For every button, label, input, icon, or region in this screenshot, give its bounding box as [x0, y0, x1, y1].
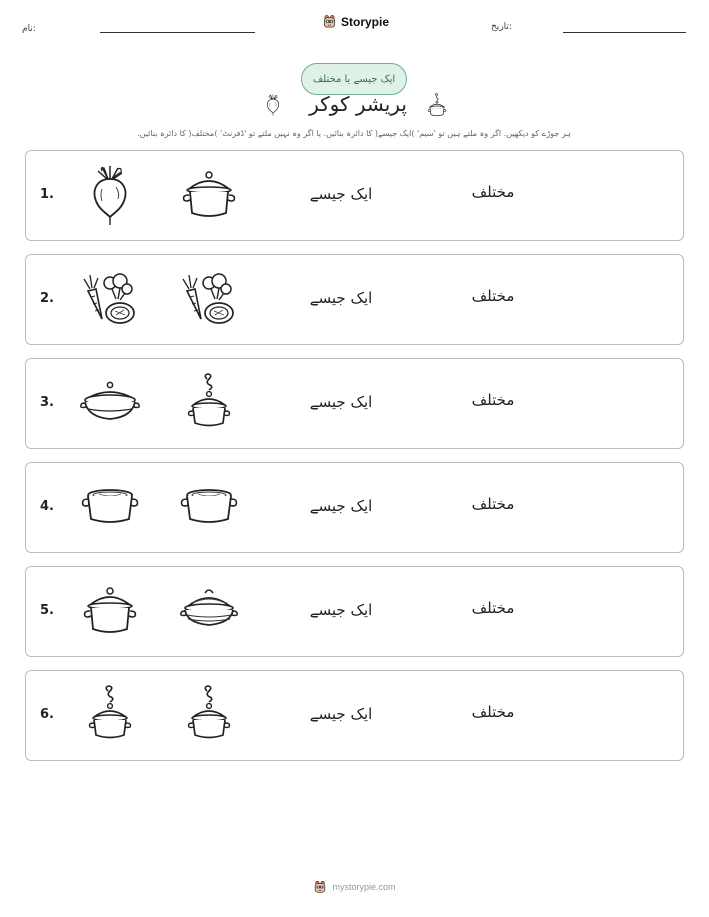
row-number: 5.: [40, 603, 54, 618]
exercise-row: [25, 566, 684, 657]
same-option[interactable]: ایک جیسے: [309, 393, 373, 411]
page-header: [0, 12, 709, 42]
radish-icon: [262, 90, 284, 120]
different-option[interactable]: مختلف: [471, 703, 515, 721]
topic-badge: ایک جیسے یا مختلف: [301, 63, 407, 95]
storypie-logo-icon: [322, 14, 337, 29]
different-option[interactable]: مختلف: [471, 183, 515, 201]
row-number: 6.: [40, 707, 54, 722]
pot-lid-icon: [179, 165, 239, 225]
same-option[interactable]: ایک جیسے: [309, 185, 373, 203]
exercise-row: [25, 358, 684, 449]
different-option[interactable]: مختلف: [471, 495, 515, 513]
open-pot-icon: [80, 477, 140, 537]
different-option[interactable]: مختلف: [471, 599, 515, 617]
date-label: تاریخ:: [491, 22, 512, 32]
different-option[interactable]: مختلف: [471, 287, 515, 305]
same-option[interactable]: ایک جیسے: [309, 497, 373, 515]
storypie-logo-icon: [313, 880, 327, 894]
exercise-row: [25, 670, 684, 761]
footer: [0, 880, 709, 894]
exercise-row: [25, 150, 684, 241]
vegetables-icon: [179, 269, 239, 329]
row-number: 2.: [40, 291, 54, 306]
row-number: 4.: [40, 499, 54, 514]
footer-url: mystorypie.com: [332, 882, 396, 892]
row-number: 3.: [40, 395, 54, 410]
pot-lid-icon: [80, 581, 140, 641]
brand: [322, 14, 389, 29]
date-write-line: [563, 32, 686, 33]
name-write-line: [100, 32, 255, 33]
wide-pot-icon: [80, 373, 140, 433]
exercise-row: [25, 462, 684, 553]
same-option[interactable]: ایک جیسے: [309, 601, 373, 619]
name-label: نام:: [22, 24, 36, 34]
radish-icon: [80, 165, 140, 225]
steaming-cooker-icon: [179, 373, 239, 433]
wide-lidded-pot-icon: [179, 581, 239, 641]
brand-name: Storypie: [341, 14, 390, 29]
vegetables-icon: [80, 269, 140, 329]
page-title: پریشر کوکر: [309, 92, 407, 116]
steaming-cooker-icon: [424, 92, 450, 120]
title-area: [0, 90, 709, 126]
row-number: 1.: [40, 187, 54, 202]
exercise-row: [25, 254, 684, 345]
open-pot-icon: [179, 477, 239, 537]
same-option[interactable]: ایک جیسے: [309, 289, 373, 307]
steaming-cooker-icon: [80, 685, 140, 745]
instructions: ہر جوڑے کو دیکھیں. اگر وہ ملتے ہیں تو 'سیم' )ایک جیسے( کا دائرہ بنائیں. یا اگر وہ نہیں ملتے تو 'ڈفرنٹ' )مختلف( کا دائرہ بنائیں.: [137, 129, 571, 138]
different-option[interactable]: مختلف: [471, 391, 515, 409]
same-option[interactable]: ایک جیسے: [309, 705, 373, 723]
steaming-cooker-icon: [179, 685, 239, 745]
